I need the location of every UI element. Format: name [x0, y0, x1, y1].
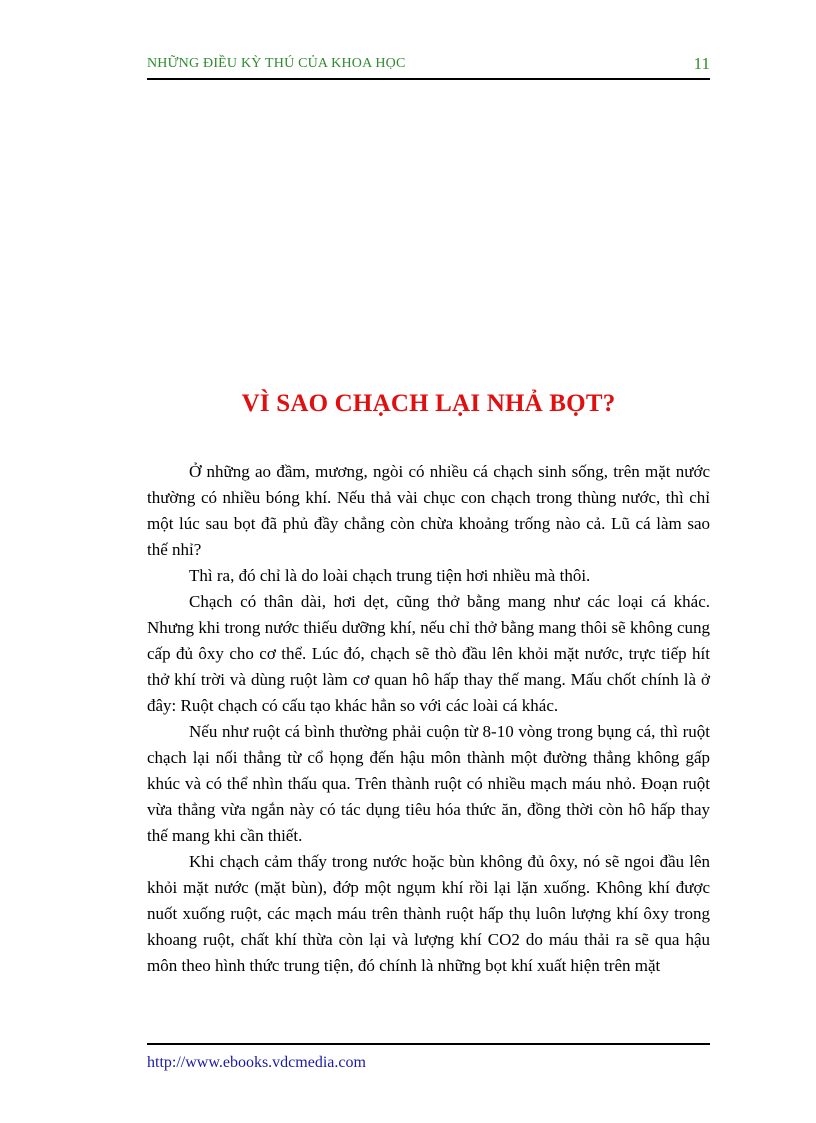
page-number: 11	[693, 54, 710, 73]
paragraph: Khi chạch cảm thấy trong nước hoặc bùn không đủ ôxy, nó sẽ ngoi đầu lên khỏi mặt nước (mặt bùn), đớp một ngụm khí rồi lại lặn xuống. Không khí được nuốt xuống ruột, các mạch máu trên thành ruột hấp thụ luôn lượng khí ôxy trong khoang ruột, chất khí thừa còn lại và lượng khí CO2 do máu thải ra sẽ qua hậu môn theo hình thức trung tiện, đó chính là những bọt khí xuất hiện trên mặt	[147, 852, 710, 975]
page-footer	[147, 1043, 710, 1071]
paragraph: Thì ra, đó chỉ là do loài chạch trung tiện hơi nhiều mà thôi.	[189, 566, 591, 585]
paragraph: Ở những ao đầm, mương, ngòi có nhiều cá chạch sinh sống, trên mặt nước thường có nhiều bóng khí. Nếu thả vài chục con chạch trong thùng nước, thì chỉ một lúc sau bọt đã phủ đầy chẳng còn chừa khoảng trống nào cả. Lũ cá làm sao thế nhỉ?	[147, 462, 710, 559]
footer-url-link[interactable]: http://www.ebooks.vdcmedia.com	[147, 1054, 366, 1071]
paragraph: Chạch có thân dài, hơi dẹt, cũng thở bằng mang như các loại cá khác. Nhưng khi trong nước thiếu dưỡng khí, nếu chỉ thở bằng mang thôi sẽ không cung cấp đủ ôxy cho cơ thể. Lúc đó, chạch sẽ thò đầu lên khỏi mặt nước, trực tiếp hít thở khí trời và dùng ruột làm cơ quan hô hấp thay thế mang. Mấu chốt chính là ở đây: Ruột chạch có cấu tạo khác hẳn so với các loài cá khác.	[147, 592, 710, 715]
paragraph: Nếu như ruột cá bình thường phải cuộn từ 8-10 vòng trong bụng cá, thì ruột chạch lại nối thẳng từ cổ họng đến hậu môn thành một đường thẳng không gấp khúc và có thể nhìn thấu qua. Trên thành ruột có nhiều mạch máu nhỏ. Đoạn ruột vừa thẳng vừa ngắn này có tác dụng tiêu hóa thức ăn, đồng thời còn hô hấp thay thế mang khi cần thiết.	[147, 722, 710, 845]
running-title: NHỮNG ĐIỀU KỲ THÚ CỦA KHOA HỌC	[147, 56, 406, 71]
article-body	[147, 459, 710, 979]
article-title: VÌ SAO CHẠCH LẠI NHẢ BỌT?	[241, 390, 616, 417]
page-header	[147, 54, 710, 80]
